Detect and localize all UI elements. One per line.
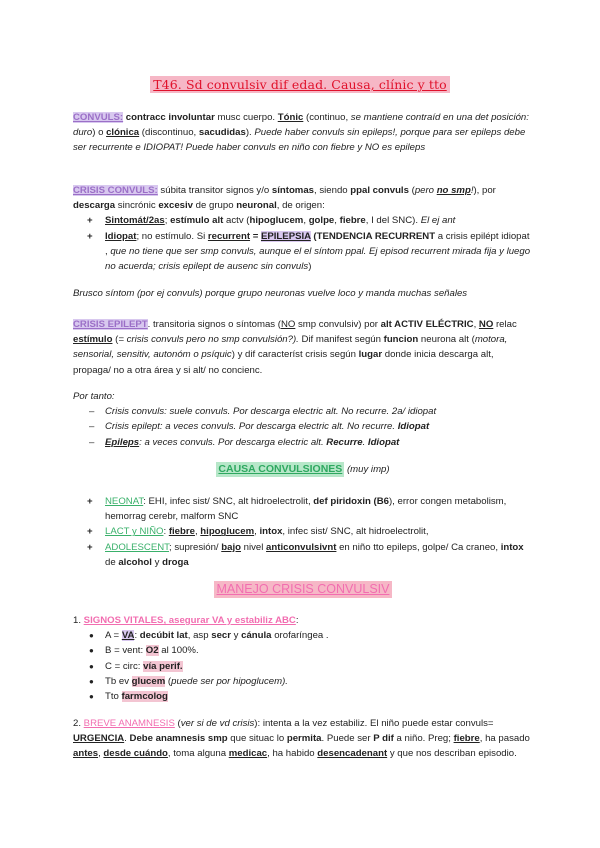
dash-marker: –	[89, 421, 95, 433]
manejo-s1-num: 1.	[73, 615, 84, 626]
causa-l1: :	[163, 526, 169, 538]
manejo-s2-14: antes	[73, 748, 99, 760]
bullet-marker: ●	[89, 676, 94, 686]
list-item	[73, 494, 533, 524]
causa-a10: droga	[162, 556, 189, 568]
epilept-t6: NO	[478, 319, 494, 330]
crisis-b2i: )	[308, 261, 312, 273]
convuls-t11: Puede haber convuls sin epileps!, porque para ser epileps debe ser recurrente e IDIOPAT! Puede haber convuls en niño con fiebre y NO es epileps	[73, 127, 526, 154]
epilept-t14: motora, sensorial, sensitiv, autonóm o psíquic	[73, 334, 508, 361]
crisis-b1g: golpe	[308, 215, 335, 227]
epilept-t17: donde inicia descarga alt, propaga/ no a otra área y si alt/ no concienc.	[73, 349, 494, 376]
causa-a9: y	[151, 556, 163, 568]
causa-a1: ; supresión/	[168, 541, 222, 553]
causa-a3: nivel	[240, 541, 267, 553]
manejo-a4: decúbit lat	[139, 630, 188, 642]
manejo-e1: Tto	[105, 691, 122, 703]
crisis-t7: no smp	[436, 185, 471, 196]
convuls-paragraph	[73, 110, 533, 156]
bullet-marker: ●	[89, 692, 94, 702]
manejo-s2-10: P dif	[373, 733, 394, 745]
epilept-t11: Dif manifest según	[298, 334, 384, 346]
crisis-b1a: Sintomát/2as	[105, 215, 165, 227]
list-item	[73, 419, 533, 434]
crisis-b1c: estímulo alt	[170, 215, 224, 227]
manejo-s2-5: .	[124, 733, 130, 745]
plus-marker: +	[87, 215, 93, 227]
list-item	[73, 404, 533, 419]
manejo-s2-20: desencadenant	[317, 748, 388, 760]
list-item	[73, 435, 533, 450]
crisis-origin-list	[73, 213, 533, 274]
crisis-b2f: (TENDENCIA RECURRENT	[310, 230, 436, 242]
epilept-t8: estímulo	[73, 334, 113, 346]
causa-heading: CAUSA CONVULSIONES	[216, 462, 344, 477]
portanto-i3b: : a veces convuls. Por descarga electric alt.	[139, 436, 327, 448]
bullet-marker: ●	[89, 631, 94, 641]
crisis-b1f: ,	[303, 215, 309, 227]
crisis-b1j: , I	[365, 215, 374, 227]
plus-marker: +	[87, 526, 93, 538]
bullet-marker: ●	[89, 661, 94, 671]
epilept-t7: relac	[493, 319, 517, 330]
crisis-label: CRISIS CONVULS:	[73, 185, 158, 196]
manejo-a1: A =	[105, 630, 122, 642]
causa-l7: , infec sist/ SNC, alt hidroelectrolit,	[282, 526, 429, 538]
epilept-t3: smp convulsiv) por	[295, 319, 381, 330]
crisis-t10: descarga	[73, 200, 116, 212]
crisis-epilept-paragraph	[73, 317, 533, 378]
crisis-t5: (	[408, 185, 415, 196]
manejo-b3: al 100%.	[158, 645, 199, 657]
crisis-t3: , siendo	[314, 185, 351, 196]
crisis-t6: pero	[414, 185, 437, 196]
manejo-s2-4: URGENCIA	[73, 733, 125, 745]
causa-lact-label: LACT y NIÑO	[105, 526, 164, 538]
manejo-s2-7: que situac lo	[227, 733, 287, 745]
manejo-b1: B = vent:	[105, 645, 146, 657]
manejo-s2-16: desde cuándo	[103, 748, 168, 760]
causa-neonat-label: NEONAT	[105, 496, 144, 507]
list-item	[73, 643, 533, 658]
portanto-i3a: Epileps	[105, 436, 140, 448]
causa-a6: intox	[500, 541, 524, 553]
portanto-list	[73, 404, 533, 450]
manejo-s1-list	[73, 628, 533, 704]
portanto-i1: Crisis convuls: suele convuls. Por descarga electric alt. No recurre. 2a/ idiopat	[105, 406, 437, 418]
epilept-t10: = crisis convuls pero no smp convulsión?).	[118, 334, 299, 346]
manejo-s2-6: Debe anamnesis smp	[129, 733, 228, 745]
manejo-c2: vía perif.	[143, 660, 183, 672]
manejo-d4: puede ser por hipoglucem).	[171, 675, 288, 687]
portanto-i3d: .	[362, 436, 368, 448]
causa-a7: de	[105, 556, 119, 568]
list-item	[73, 540, 533, 570]
manejo-a7: y	[230, 630, 242, 642]
manejo-s2-1: (	[174, 718, 181, 729]
portanto-i3e: Idiopat	[367, 436, 400, 448]
plus-marker: +	[87, 541, 93, 553]
causa-adolescent-label: ADOLESCENT	[105, 541, 169, 553]
crisis-b1k: del SNC).	[373, 215, 421, 227]
causa-list-block	[73, 494, 533, 570]
manejo-a3: :	[134, 630, 140, 642]
causa-a4: anticonvulsivnt	[266, 541, 337, 553]
epilept-label: CRISIS EPILEPT	[73, 319, 148, 330]
manejo-s2-11: a niño. Preg;	[393, 733, 454, 745]
manejo-s2-3: ): intenta a la vez estabiliz. El niño puede estar convuls=	[254, 718, 494, 729]
manejo-c1: C = circ:	[105, 660, 144, 672]
document-title: T46. Sd convulsiv dif edad. Causa, clínic y tto	[150, 76, 449, 93]
manejo-heading: MANEJO CRISIS CONVULSIV	[214, 581, 393, 598]
manejo-heading-row	[73, 581, 533, 598]
manejo-s1-colon: :	[295, 615, 299, 626]
causa-l2: fiebre	[168, 526, 195, 538]
crisis-b1e: hipoglucem	[249, 215, 304, 227]
anamnesis-paragraph	[73, 716, 535, 762]
crisis-t9: ), por	[473, 185, 496, 196]
causa-l3: ,	[194, 526, 201, 538]
crisis-t2: síntomas	[271, 185, 315, 196]
convuls-t4: (continuo,	[303, 112, 351, 123]
causa-a8: alcohol	[118, 556, 152, 568]
manejo-d1: Tb ev	[105, 675, 132, 687]
crisis-t14: neuronal	[236, 200, 277, 212]
convuls-t8: (discontinuo,	[139, 127, 199, 139]
epilept-t12: funcion	[383, 334, 419, 346]
epilept-t5: ,	[473, 319, 479, 330]
list-item	[73, 213, 533, 228]
crisis-b1i: fiebre	[339, 215, 366, 227]
crisis-b2g: a crisis epilépt idiopat ,	[105, 230, 530, 257]
manejo-d2: glucem	[131, 675, 166, 687]
epilept-t4: alt ACTIV ELÉCTRIC	[380, 319, 474, 330]
crisis-t12: excesiv	[158, 200, 194, 212]
crisis-b1l: El ej ant	[420, 215, 456, 227]
epilept-t13: neurona alt (	[418, 334, 475, 346]
epilept-t9: (	[112, 334, 119, 346]
convuls-label: CONVULS:	[73, 112, 124, 123]
crisis-b2b: ; no estímulo. Si	[136, 230, 208, 242]
manejo-a6: secr	[211, 630, 231, 642]
crisis-b1b: ;	[164, 215, 171, 227]
epilept-t15: ) y dif característ crisis según	[231, 349, 359, 361]
convuls-t7: clónica	[106, 127, 140, 139]
crisis-t4: ppal convuls	[350, 185, 409, 196]
manejo-s2-19: , ha habido	[267, 748, 318, 760]
convuls-t2: musc cuerpo.	[214, 112, 278, 123]
portanto-head: Por tanto:	[73, 391, 115, 402]
manejo-a8: cánula	[241, 630, 272, 642]
crisis-b2a: Idiopat	[105, 230, 137, 242]
manejo-s2-8: permita	[286, 733, 322, 745]
list-item	[73, 524, 533, 539]
manejo-s2-13: , ha pasado	[479, 733, 530, 745]
manejo-b2: O2	[145, 645, 159, 657]
epilept-t16: lugar	[358, 349, 383, 361]
epilept-t1: . transitoria signos o síntomas (	[147, 319, 281, 330]
portanto-i2a: Crisis epilept: a veces convuls. Por descarga electric alt. No recurre.	[105, 421, 398, 433]
manejo-s2-15: ,	[98, 748, 104, 760]
manejo-e2: farmcolog	[121, 691, 168, 703]
epilept-t2: NO	[280, 319, 296, 330]
causa-list	[73, 494, 533, 570]
crisis-convuls-paragraph	[73, 183, 533, 274]
portanto-i2b: Idiopat	[397, 421, 430, 433]
causa-n2: def piridoxin (B6	[313, 496, 389, 507]
manejo-a2: VA	[121, 630, 135, 642]
portanto-block	[73, 389, 533, 450]
causa-n1: : EHI, infec sist/ SNC, alt hidroelectrolit,	[143, 496, 314, 507]
portanto-i3c: Recurre	[326, 436, 363, 448]
causa-l5: ,	[254, 526, 260, 538]
list-item	[73, 229, 533, 275]
manejo-a9: orofaríngea .	[271, 630, 329, 642]
crisis-t15: , de origen:	[276, 200, 325, 212]
crisis-b1h: ,	[334, 215, 340, 227]
causa-l4: hipoglucem	[200, 526, 255, 538]
manejo-d3: (	[165, 675, 172, 687]
crisis-t1: súbita transitor signos y/o	[157, 185, 272, 196]
crisis-t11: sincrónic	[115, 200, 159, 212]
convuls-t5: se mantiene contraíd en una det posición: duro	[73, 112, 529, 139]
plus-marker: +	[87, 230, 93, 242]
convuls-t10: ).	[245, 127, 255, 139]
bullet-marker: ●	[89, 646, 94, 656]
causa-heading-row	[73, 462, 533, 477]
title-wrap	[0, 76, 600, 94]
manejo-s2-num: 2.	[73, 718, 84, 729]
causa-l6: intox	[259, 526, 283, 538]
manejo-s2-9: . Puede ser	[321, 733, 374, 745]
dash-marker: –	[89, 406, 95, 418]
manejo-s2-2: ver si de vd crisis	[180, 718, 255, 729]
list-item	[73, 659, 533, 674]
brusco-paragraph	[73, 286, 543, 301]
manejo-s1-label: SIGNOS VITALES, asegurar VA y estabiliz ABC	[83, 615, 296, 626]
convuls-t6: ) o	[92, 127, 107, 139]
crisis-t8: !	[470, 185, 474, 196]
manejo-s2-21: y que nos describan episodio.	[387, 748, 517, 760]
manejo-s2-label: BREVE ANAMNESIS	[83, 718, 175, 729]
manejo-a5: , asp	[187, 630, 212, 642]
crisis-b1d: actv (	[223, 215, 250, 227]
crisis-b2c: recurrent	[207, 230, 251, 242]
causa-heading-note: (muy imp)	[344, 464, 390, 475]
causa-a5: en niño tto epileps, golpe/ Ca craneo,	[336, 541, 501, 553]
convuls-t9: sacudidas	[198, 127, 246, 139]
causa-a2: bajo	[221, 541, 241, 553]
list-item	[73, 689, 533, 704]
manejo-s2-17: , toma alguna	[167, 748, 229, 760]
manejo-s2-18: medicac	[228, 748, 268, 760]
convuls-t3: Tónic	[277, 112, 304, 123]
list-item	[73, 674, 533, 689]
crisis-b2h: que no tiene que ser smp convuls, aunque el el síntom ppal. Ej episod recurrent mirada fija y luego no acuerda; crisis epilept de ausenc sin convuls	[105, 245, 531, 273]
causa-n3: ), error congen metabolism, hemorrag cerebr, malform SNC	[105, 496, 507, 523]
crisis-b2d: =	[250, 230, 261, 242]
brusco-text: Brusco síntom (por ej convuls) porque grupo neuronas vuelve loco y manda muchas señales	[73, 288, 468, 299]
crisis-t13: de grupo	[193, 200, 237, 212]
manejo-block	[73, 613, 533, 704]
manejo-s2-12: fiebre	[453, 733, 480, 745]
convuls-t1: contracc involuntar	[123, 112, 215, 123]
crisis-b2e: EPILEPSIA	[260, 230, 311, 242]
plus-marker: +	[87, 496, 93, 507]
list-item	[73, 628, 533, 643]
dash-marker: –	[89, 436, 95, 448]
